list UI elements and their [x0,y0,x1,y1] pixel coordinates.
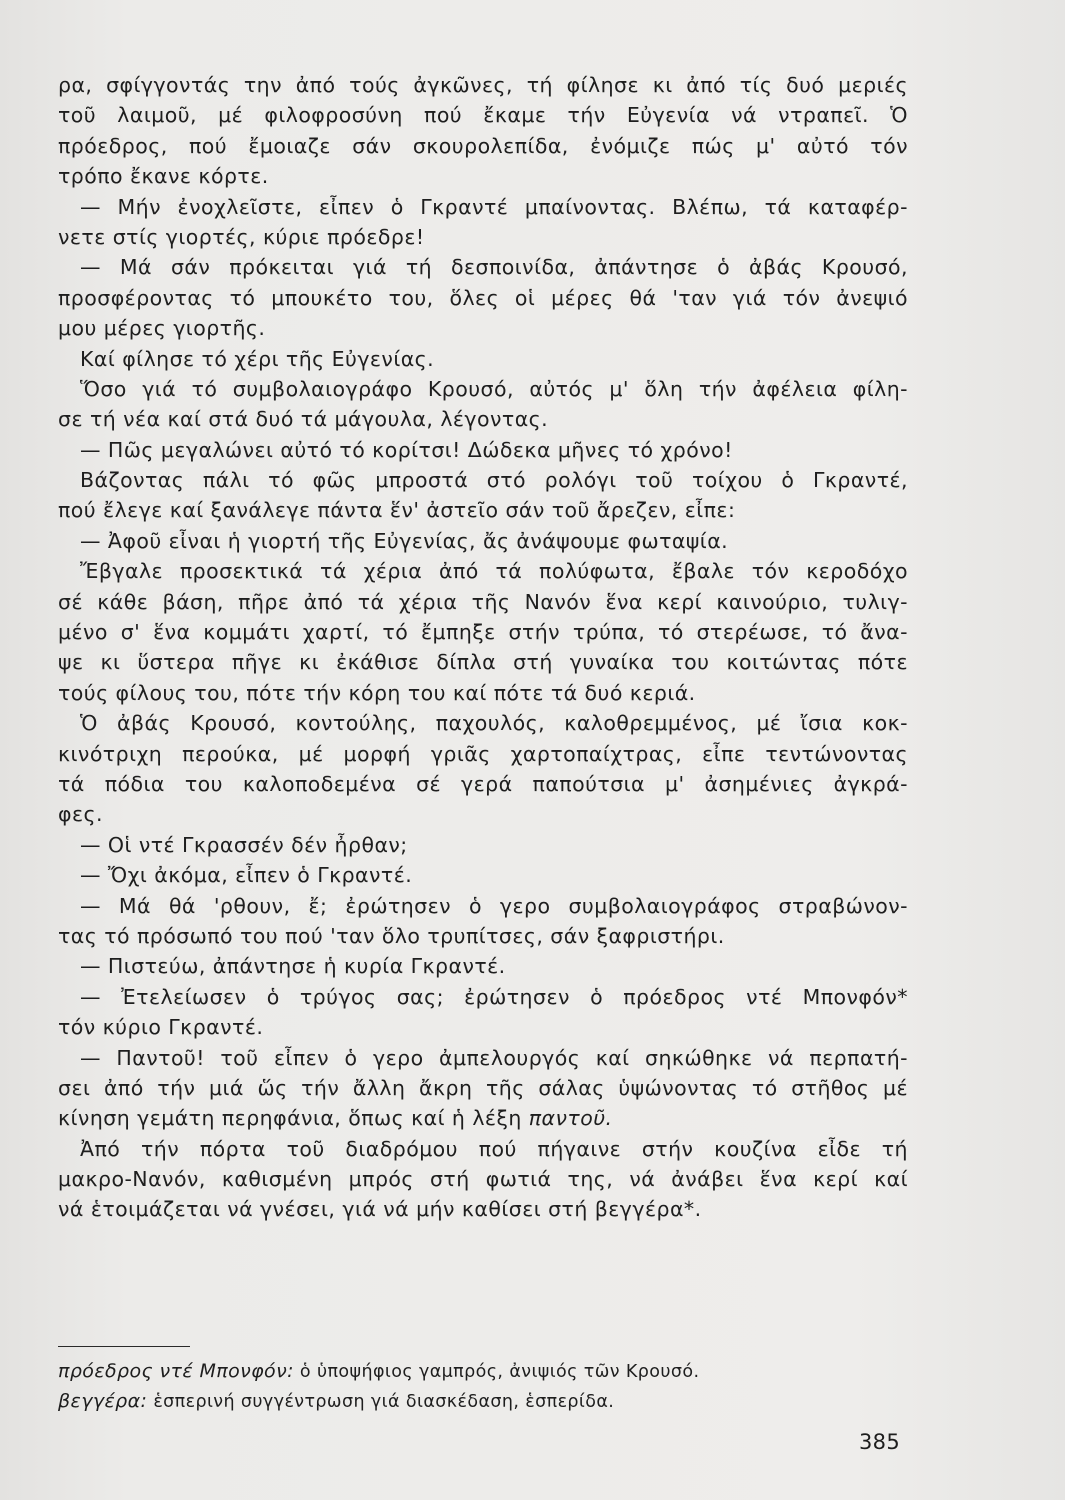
text-line: Βάζοντας πάλι τό φῶς μπροστά στό ρολόγι τοῦ τοίχου ὁ Γκραντέ, [80,468,908,493]
text-line: Ὅσο γιά τό συμβολαιογράφο Κρουσό, αὐτός μ' ὅλη τήν ἀφέλεια φίλη- [80,376,908,401]
footnote [58,1356,908,1386]
text-line: νά ἑτοιμάζεται νά γνέσει, γιά νά μήν καθίσει στή βεγγέρα*. [58,1197,702,1222]
text-line: — Οἱ ντέ Γκρασσέν δέν ἦρθαν; [80,832,408,857]
text-line: σει ἀπό τήν μιά ὥς τήν ἄλλη ἄκρη τῆς σάλας ὑψώνοντας τό στῆθος μέ [58,1075,908,1100]
text-line: πρόεδρος, πού ἔμοιαζε σάν σκουρολεπίδα, ἐνόμιζε πώς μ' αὐτό τόν [58,133,908,158]
text-line: σε τή νέα καί στά δυό τά μάγουλα, λέγοντας. [58,407,549,432]
text-line: μένο σ' ἕνα κομμάτι χαρτί, τό ἔμπηξε στήν τρύπα, τό στερέωσε, τό ἄνα- [58,620,908,645]
text-line: τούς φίλους του, πότε τήν κόρη του καί πότε τά δυό κεριά. [58,680,696,705]
text-line: — Μά θά 'ρθουν, ἔ; ἐρώτησεν ὁ γερο συμβολαιογράφος στραβώνον- [80,893,908,918]
text-line: τά πόδια του καλοποδεμένα σέ γερά παπούτσια μ' ἀσημένιες ἀγκρά- [58,771,908,796]
text-line: τρόπο ἔκανε κόρτε. [58,164,269,189]
text-line: — Παντοῦ! τοῦ εἶπεν ὁ γερο ἀμπελουργός καί σηκώθηκε νά περπατή- [80,1045,908,1070]
text-line: ρα, σφίγγοντάς την ἀπό τούς ἀγκῶνες, τή φίλησε κι ἀπό τίς δυό μεριές [58,73,908,97]
text-line: — Πῶς μεγαλώνει αὐτό τό κορίτσι! Δώδεκα μῆνες τό χρόνο! [80,437,733,462]
text-line: — Πιστεύω, ἀπάντησε ἡ κυρία Γκραντέ. [80,954,506,979]
text-line: — Μά σάν πρόκειται γιά τή δεσποινίδα, ἀπάντησε ὁ ἀβάς Κρουσό, [80,255,908,280]
text-line: τας τό πρόσωπό του πού 'ταν ὅλο τρυπίτσες, σάν ξαφριστήρι. [58,923,725,948]
text-line: σέ κάθε βάση, πῆρε ἀπό τά χέρια τῆς Νανόν ἕνα κερί καινούριο, τυλιγ- [58,589,908,614]
footnote-text: ἑσπερινή συγγέντρωση γιά διασκέδαση, ἑσπερίδα. [153,1392,615,1412]
text-line: κινότριχη περούκα, μέ μορφή γριᾶς χαρτοπαίχτρας, εἶπε τεντώνοντας [58,741,908,766]
text-line: τόν κύριο Γκραντέ. [58,1015,264,1040]
footnote-term: πρόεδρος ντέ Μπονφόν: [58,1360,294,1382]
text-line: προσφέροντας τό μπουκέτο του, ὅλες οἱ μέρες θά 'ταν γιά τόν ἀνεψιό [58,285,908,310]
text-line: — Ἐτελείωσεν ὁ τρύγος σας; ἐρώτησεν ὁ πρόεδρος ντέ Μπονφόν* [80,984,908,1009]
page-number: 385 [859,1430,900,1454]
footnote-term: βεγγέρα: [58,1390,148,1412]
text-line: — Ἀφοῦ εἶναι ἡ γιορτή τῆς Εὐγενίας, ἄς ἀνάψουμε φωταψία. [80,528,729,553]
text-line: Ἔβγαλε προσεκτικά τά χέρια ἀπό τά πολύφωτα, ἔβαλε τόν κεροδόχο [80,559,908,584]
body-text [58,70,908,1225]
text-line: Ἀπό τήν πόρτα τοῦ διαδρόμου πού πήγαινε στήν κουζίνα εἶδε τή [80,1136,908,1161]
text-line [58,1103,908,1133]
footnote-divider [58,1346,190,1347]
text-line: μου μέρες γιορτῆς. [58,316,266,341]
text-line: ψε κι ὕστερα πῆγε κι ἐκάθισε δίπλα στή γυναίκα του κοιτώντας πότε [58,650,908,675]
text-line: φες. [58,802,103,827]
text-line: τοῦ λαιμοῦ, μέ φιλοφροσύνη πού ἔκαμε τήν Εὐγενία νά ντραπεῖ. Ὁ [58,103,908,128]
footnote-text: ὁ ὑποψήφιος γαμπρός, ἀνιψιός τῶν Κρουσό. [299,1362,700,1382]
footnotes [58,1356,908,1416]
text-line: πού ἔλεγε καί ξανάλεγε πάντα ἕν' ἀστεῖο σάν τοῦ ἄρεζεν, εἶπε: [58,498,736,523]
text-run: κίνηση γεμάτη περηφάνια, ὅπως καί ἡ λέξη [58,1106,522,1131]
text-line: — Ὄχι ἀκόμα, εἶπεν ὁ Γκραντέ. [80,863,413,888]
text-line: νετε στίς γιορτές, κύριε πρόεδρε! [58,224,425,249]
footnote [58,1386,908,1416]
text-line: — Μήν ἐνοχλεῖστε, εἶπεν ὁ Γκραντέ μπαίνοντας. Βλέπω, τά καταφέρ- [80,194,908,219]
text-line: Ὁ ἀβάς Κρουσό, κοντούλης, παχουλός, καλοθρεμμένος, μέ ἴσια κοκ- [80,711,908,736]
text-line: Καί φίλησε τό χέρι τῆς Εὐγενίας. [80,346,435,371]
emphasized-word: παντοῦ. [528,1106,613,1131]
text-line: μακρο-Νανόν, καθισμένη μπρός στή φωτιά της, νά ἀνάβει ἕνα κερί καί [58,1167,908,1192]
